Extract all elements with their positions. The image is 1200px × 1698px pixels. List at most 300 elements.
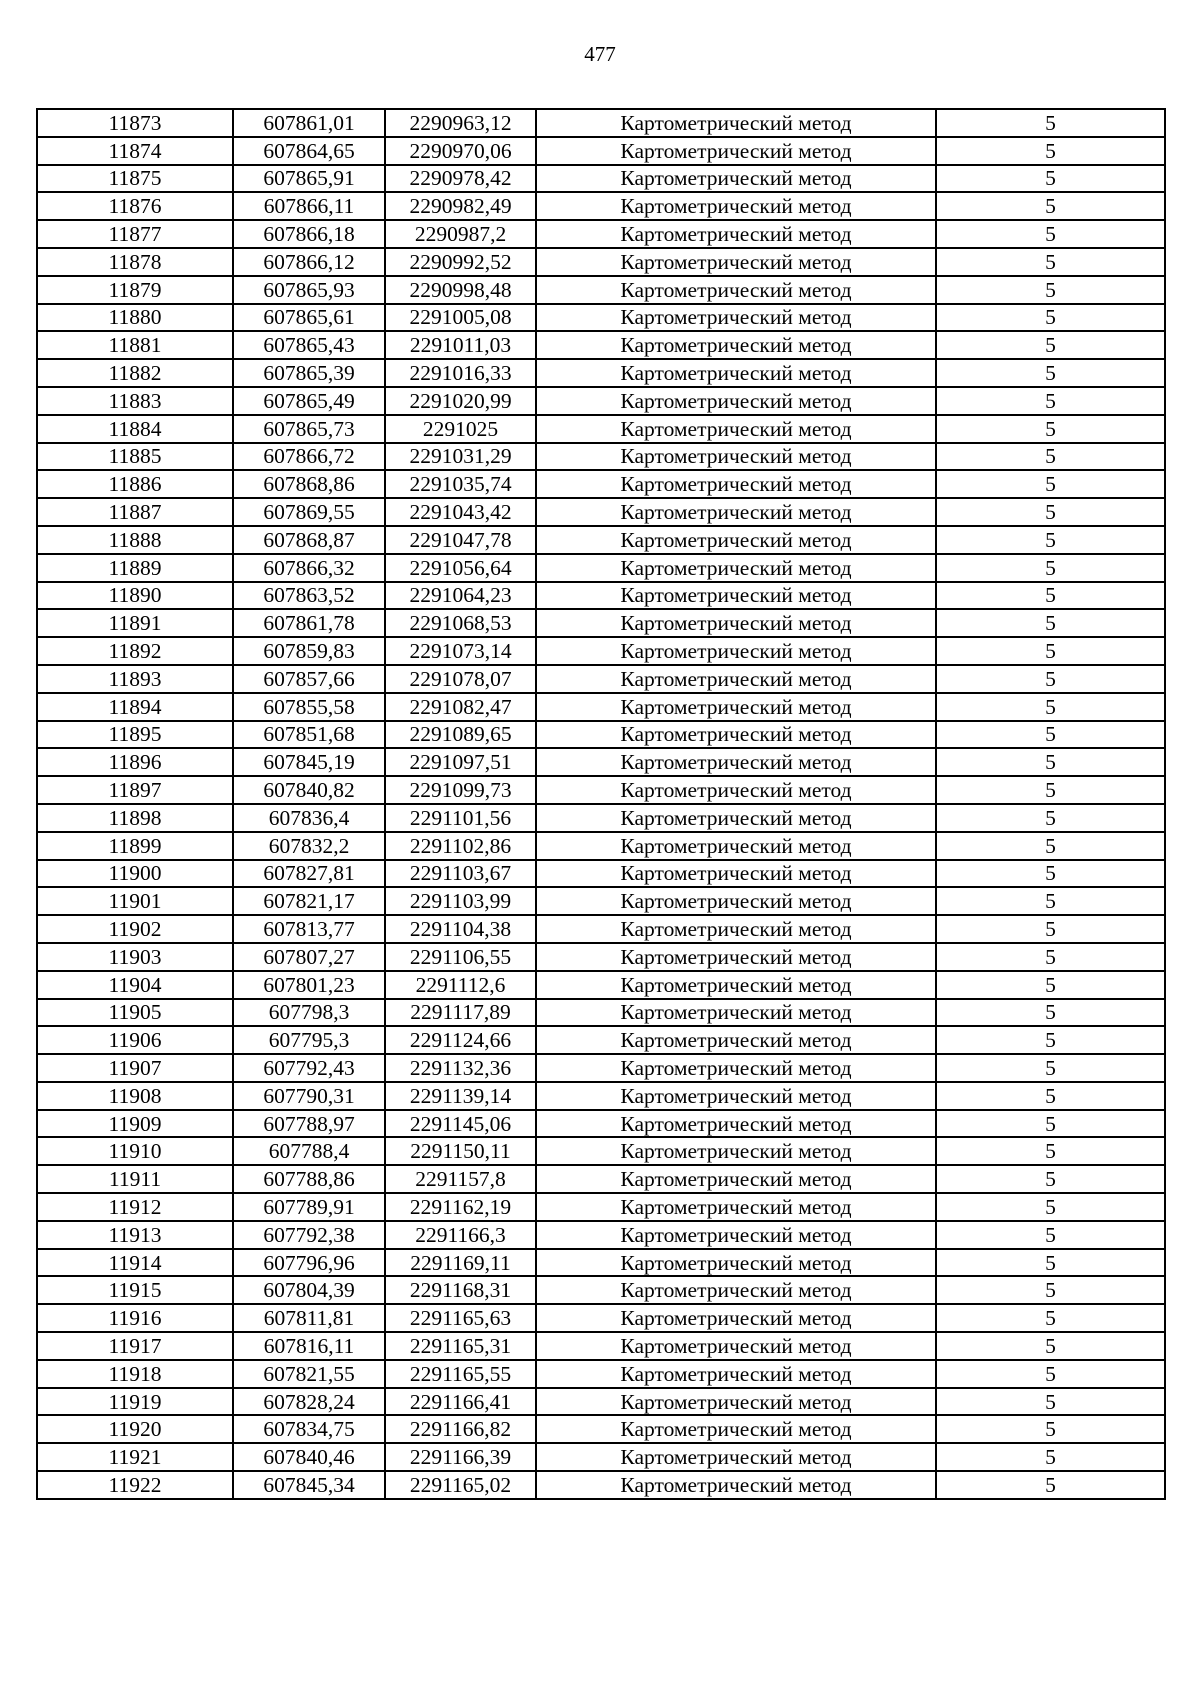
table-row [37, 387, 1165, 415]
x-coordinate-cell: 607828,24 [233, 1388, 385, 1416]
x-coordinate-cell: 607821,17 [233, 887, 385, 915]
table-row [37, 137, 1165, 165]
table-row [37, 331, 1165, 359]
point-number-cell: 11881 [37, 331, 233, 359]
table-row [37, 860, 1165, 888]
method-cell: Картометрический метод [536, 860, 936, 888]
method-cell: Картометрический метод [536, 443, 936, 471]
x-coordinate-cell: 607865,39 [233, 359, 385, 387]
point-number-cell: 11875 [37, 165, 233, 193]
method-cell: Картометрический метод [536, 387, 936, 415]
method-cell: Картометрический метод [536, 582, 936, 610]
x-coordinate-cell: 607866,18 [233, 220, 385, 248]
x-coordinate-cell: 607816,11 [233, 1332, 385, 1360]
y-coordinate-cell: 2291082,47 [385, 693, 536, 721]
method-cell: Картометрический метод [536, 1332, 936, 1360]
accuracy-cell: 5 [936, 721, 1165, 749]
accuracy-cell: 5 [936, 165, 1165, 193]
point-number-cell: 11906 [37, 1026, 233, 1054]
method-cell: Картометрический метод [536, 470, 936, 498]
point-number-cell: 11907 [37, 1054, 233, 1082]
accuracy-cell: 5 [936, 1332, 1165, 1360]
y-coordinate-cell: 2291031,29 [385, 443, 536, 471]
point-number-cell: 11918 [37, 1360, 233, 1388]
accuracy-cell: 5 [936, 443, 1165, 471]
x-coordinate-cell: 607851,68 [233, 721, 385, 749]
accuracy-cell: 5 [936, 192, 1165, 220]
accuracy-cell: 5 [936, 498, 1165, 526]
accuracy-cell: 5 [936, 693, 1165, 721]
accuracy-cell: 5 [936, 1137, 1165, 1165]
method-cell: Картометрический метод [536, 1388, 936, 1416]
point-number-cell: 11892 [37, 637, 233, 665]
accuracy-cell: 5 [936, 1054, 1165, 1082]
table-row [37, 1249, 1165, 1277]
accuracy-cell: 5 [936, 554, 1165, 582]
method-cell: Картометрический метод [536, 943, 936, 971]
x-coordinate-cell: 607859,83 [233, 637, 385, 665]
x-coordinate-cell: 607861,78 [233, 609, 385, 637]
table-row [37, 943, 1165, 971]
table-row [37, 1054, 1165, 1082]
y-coordinate-cell: 2291068,53 [385, 609, 536, 637]
table-row [37, 721, 1165, 749]
point-number-cell: 11909 [37, 1110, 233, 1138]
point-number-cell: 11874 [37, 137, 233, 165]
point-number-cell: 11894 [37, 693, 233, 721]
accuracy-cell: 5 [936, 1082, 1165, 1110]
point-number-cell: 11898 [37, 804, 233, 832]
method-cell: Картометрический метод [536, 1276, 936, 1304]
point-number-cell: 11904 [37, 971, 233, 999]
method-cell: Картометрический метод [536, 526, 936, 554]
point-number-cell: 11920 [37, 1415, 233, 1443]
y-coordinate-cell: 2291064,23 [385, 582, 536, 610]
y-coordinate-cell: 2291103,99 [385, 887, 536, 915]
table-row [37, 748, 1165, 776]
accuracy-cell: 5 [936, 582, 1165, 610]
x-coordinate-cell: 607832,2 [233, 832, 385, 860]
point-number-cell: 11880 [37, 304, 233, 332]
point-number-cell: 11884 [37, 415, 233, 443]
page-number: 477 [584, 42, 616, 66]
y-coordinate-cell: 2291016,33 [385, 359, 536, 387]
accuracy-cell: 5 [936, 637, 1165, 665]
point-number-cell: 11899 [37, 832, 233, 860]
y-coordinate-cell: 2290998,48 [385, 276, 536, 304]
method-cell: Картометрический метод [536, 804, 936, 832]
x-coordinate-cell: 607792,38 [233, 1221, 385, 1249]
y-coordinate-cell: 2290963,12 [385, 109, 536, 137]
x-coordinate-cell: 607840,46 [233, 1443, 385, 1471]
accuracy-cell: 5 [936, 1110, 1165, 1138]
point-number-cell: 11873 [37, 109, 233, 137]
y-coordinate-cell: 2291073,14 [385, 637, 536, 665]
method-cell: Картометрический метод [536, 915, 936, 943]
y-coordinate-cell: 2291145,06 [385, 1110, 536, 1138]
table-row [37, 832, 1165, 860]
y-coordinate-cell: 2291166,41 [385, 1388, 536, 1416]
accuracy-cell: 5 [936, 109, 1165, 137]
accuracy-cell: 5 [936, 999, 1165, 1027]
accuracy-cell: 5 [936, 860, 1165, 888]
x-coordinate-cell: 607827,81 [233, 860, 385, 888]
x-coordinate-cell: 607866,11 [233, 192, 385, 220]
x-coordinate-cell: 607868,87 [233, 526, 385, 554]
table-row [37, 554, 1165, 582]
point-number-cell: 11921 [37, 1443, 233, 1471]
accuracy-cell: 5 [936, 276, 1165, 304]
accuracy-cell: 5 [936, 331, 1165, 359]
method-cell: Картометрический метод [536, 1415, 936, 1443]
table-row [37, 109, 1165, 137]
table-row [37, 1360, 1165, 1388]
table-row [37, 1137, 1165, 1165]
method-cell: Картометрический метод [536, 1137, 936, 1165]
method-cell: Картометрический метод [536, 776, 936, 804]
y-coordinate-cell: 2291078,07 [385, 665, 536, 693]
accuracy-cell: 5 [936, 748, 1165, 776]
table-row [37, 359, 1165, 387]
method-cell: Картометрический метод [536, 248, 936, 276]
point-number-cell: 11877 [37, 220, 233, 248]
accuracy-cell: 5 [936, 804, 1165, 832]
accuracy-cell: 5 [936, 526, 1165, 554]
y-coordinate-cell: 2291020,99 [385, 387, 536, 415]
method-cell: Картометрический метод [536, 331, 936, 359]
method-cell: Картометрический метод [536, 498, 936, 526]
x-coordinate-cell: 607845,34 [233, 1471, 385, 1499]
method-cell: Картометрический метод [536, 1221, 936, 1249]
x-coordinate-cell: 607863,52 [233, 582, 385, 610]
coordinates-table-body [37, 109, 1165, 1499]
y-coordinate-cell: 2291106,55 [385, 943, 536, 971]
method-cell: Картометрический метод [536, 1471, 936, 1499]
accuracy-cell: 5 [936, 415, 1165, 443]
table-row [37, 526, 1165, 554]
method-cell: Картометрический метод [536, 304, 936, 332]
x-coordinate-cell: 607801,23 [233, 971, 385, 999]
y-coordinate-cell: 2291103,67 [385, 860, 536, 888]
point-number-cell: 11885 [37, 443, 233, 471]
y-coordinate-cell: 2291165,31 [385, 1332, 536, 1360]
y-coordinate-cell: 2291099,73 [385, 776, 536, 804]
table-row [37, 971, 1165, 999]
table-row [37, 220, 1165, 248]
x-coordinate-cell: 607795,3 [233, 1026, 385, 1054]
x-coordinate-cell: 607789,91 [233, 1193, 385, 1221]
point-number-cell: 11919 [37, 1388, 233, 1416]
table-row [37, 1443, 1165, 1471]
accuracy-cell: 5 [936, 1304, 1165, 1332]
accuracy-cell: 5 [936, 1249, 1165, 1277]
y-coordinate-cell: 2291165,63 [385, 1304, 536, 1332]
y-coordinate-cell: 2291169,11 [385, 1249, 536, 1277]
point-number-cell: 11883 [37, 387, 233, 415]
table-row [37, 415, 1165, 443]
point-number-cell: 11896 [37, 748, 233, 776]
table-row [37, 999, 1165, 1027]
table-row [37, 1415, 1165, 1443]
accuracy-cell: 5 [936, 971, 1165, 999]
accuracy-cell: 5 [936, 1193, 1165, 1221]
x-coordinate-cell: 607788,97 [233, 1110, 385, 1138]
y-coordinate-cell: 2291097,51 [385, 748, 536, 776]
x-coordinate-cell: 607866,12 [233, 248, 385, 276]
table-row [37, 1471, 1165, 1499]
x-coordinate-cell: 607868,86 [233, 470, 385, 498]
point-number-cell: 11902 [37, 915, 233, 943]
x-coordinate-cell: 607865,73 [233, 415, 385, 443]
table-row [37, 1165, 1165, 1193]
x-coordinate-cell: 607792,43 [233, 1054, 385, 1082]
y-coordinate-cell: 2291112,6 [385, 971, 536, 999]
point-number-cell: 11911 [37, 1165, 233, 1193]
table-row [37, 165, 1165, 193]
point-number-cell: 11901 [37, 887, 233, 915]
method-cell: Картометрический метод [536, 1082, 936, 1110]
y-coordinate-cell: 2291025 [385, 415, 536, 443]
accuracy-cell: 5 [936, 1443, 1165, 1471]
x-coordinate-cell: 607865,61 [233, 304, 385, 332]
table-row [37, 1276, 1165, 1304]
accuracy-cell: 5 [936, 304, 1165, 332]
method-cell: Картометрический метод [536, 999, 936, 1027]
accuracy-cell: 5 [936, 470, 1165, 498]
x-coordinate-cell: 607796,96 [233, 1249, 385, 1277]
point-number-cell: 11897 [37, 776, 233, 804]
table-row [37, 1110, 1165, 1138]
coordinates-table [36, 108, 1166, 1500]
table-row [37, 693, 1165, 721]
x-coordinate-cell: 607788,86 [233, 1165, 385, 1193]
accuracy-cell: 5 [936, 887, 1165, 915]
accuracy-cell: 5 [936, 832, 1165, 860]
y-coordinate-cell: 2291035,74 [385, 470, 536, 498]
x-coordinate-cell: 607865,93 [233, 276, 385, 304]
accuracy-cell: 5 [936, 1026, 1165, 1054]
y-coordinate-cell: 2291043,42 [385, 498, 536, 526]
point-number-cell: 11903 [37, 943, 233, 971]
table-row [37, 470, 1165, 498]
point-number-cell: 11905 [37, 999, 233, 1027]
point-number-cell: 11922 [37, 1471, 233, 1499]
x-coordinate-cell: 607865,43 [233, 331, 385, 359]
table-row [37, 304, 1165, 332]
point-number-cell: 11888 [37, 526, 233, 554]
method-cell: Картометрический метод [536, 637, 936, 665]
accuracy-cell: 5 [936, 1360, 1165, 1388]
y-coordinate-cell: 2291132,36 [385, 1054, 536, 1082]
y-coordinate-cell: 2291168,31 [385, 1276, 536, 1304]
accuracy-cell: 5 [936, 943, 1165, 971]
y-coordinate-cell: 2291166,82 [385, 1415, 536, 1443]
point-number-cell: 11893 [37, 665, 233, 693]
point-number-cell: 11891 [37, 609, 233, 637]
x-coordinate-cell: 607865,49 [233, 387, 385, 415]
method-cell: Картометрический метод [536, 220, 936, 248]
table-row [37, 1388, 1165, 1416]
accuracy-cell: 5 [936, 248, 1165, 276]
x-coordinate-cell: 607866,32 [233, 554, 385, 582]
method-cell: Картометрический метод [536, 665, 936, 693]
y-coordinate-cell: 2291011,03 [385, 331, 536, 359]
table-row [37, 582, 1165, 610]
accuracy-cell: 5 [936, 1276, 1165, 1304]
x-coordinate-cell: 607857,66 [233, 665, 385, 693]
table-row [37, 443, 1165, 471]
table-row [37, 276, 1165, 304]
method-cell: Картометрический метод [536, 832, 936, 860]
x-coordinate-cell: 607811,81 [233, 1304, 385, 1332]
x-coordinate-cell: 607804,39 [233, 1276, 385, 1304]
x-coordinate-cell: 607861,01 [233, 109, 385, 137]
accuracy-cell: 5 [936, 1221, 1165, 1249]
method-cell: Картометрический метод [536, 971, 936, 999]
y-coordinate-cell: 2290982,49 [385, 192, 536, 220]
x-coordinate-cell: 607798,3 [233, 999, 385, 1027]
method-cell: Картометрический метод [536, 1165, 936, 1193]
point-number-cell: 11889 [37, 554, 233, 582]
x-coordinate-cell: 607790,31 [233, 1082, 385, 1110]
x-coordinate-cell: 607864,65 [233, 137, 385, 165]
point-number-cell: 11917 [37, 1332, 233, 1360]
x-coordinate-cell: 607840,82 [233, 776, 385, 804]
point-number-cell: 11886 [37, 470, 233, 498]
point-number-cell: 11900 [37, 860, 233, 888]
point-number-cell: 11895 [37, 721, 233, 749]
method-cell: Картометрический метод [536, 1249, 936, 1277]
accuracy-cell: 5 [936, 665, 1165, 693]
method-cell: Картометрический метод [536, 137, 936, 165]
y-coordinate-cell: 2291101,56 [385, 804, 536, 832]
accuracy-cell: 5 [936, 387, 1165, 415]
y-coordinate-cell: 2290978,42 [385, 165, 536, 193]
x-coordinate-cell: 607821,55 [233, 1360, 385, 1388]
point-number-cell: 11914 [37, 1249, 233, 1277]
y-coordinate-cell: 2291005,08 [385, 304, 536, 332]
method-cell: Картометрический метод [536, 1026, 936, 1054]
y-coordinate-cell: 2291124,66 [385, 1026, 536, 1054]
accuracy-cell: 5 [936, 1165, 1165, 1193]
point-number-cell: 11878 [37, 248, 233, 276]
method-cell: Картометрический метод [536, 609, 936, 637]
method-cell: Картометрический метод [536, 887, 936, 915]
accuracy-cell: 5 [936, 220, 1165, 248]
accuracy-cell: 5 [936, 1471, 1165, 1499]
method-cell: Картометрический метод [536, 721, 936, 749]
table-row [37, 1304, 1165, 1332]
table-row [37, 1026, 1165, 1054]
y-coordinate-cell: 2290987,2 [385, 220, 536, 248]
method-cell: Картометрический метод [536, 1304, 936, 1332]
accuracy-cell: 5 [936, 1388, 1165, 1416]
y-coordinate-cell: 2291166,3 [385, 1221, 536, 1249]
x-coordinate-cell: 607866,72 [233, 443, 385, 471]
accuracy-cell: 5 [936, 915, 1165, 943]
x-coordinate-cell: 607834,75 [233, 1415, 385, 1443]
table-row [37, 637, 1165, 665]
table-row [37, 1193, 1165, 1221]
table-row [37, 498, 1165, 526]
point-number-cell: 11882 [37, 359, 233, 387]
point-number-cell: 11879 [37, 276, 233, 304]
y-coordinate-cell: 2291104,38 [385, 915, 536, 943]
point-number-cell: 11876 [37, 192, 233, 220]
method-cell: Картометрический метод [536, 109, 936, 137]
accuracy-cell: 5 [936, 609, 1165, 637]
table-row [37, 1221, 1165, 1249]
y-coordinate-cell: 2291165,02 [385, 1471, 536, 1499]
method-cell: Картометрический метод [536, 276, 936, 304]
accuracy-cell: 5 [936, 359, 1165, 387]
method-cell: Картометрический метод [536, 693, 936, 721]
point-number-cell: 11912 [37, 1193, 233, 1221]
point-number-cell: 11913 [37, 1221, 233, 1249]
x-coordinate-cell: 607813,77 [233, 915, 385, 943]
y-coordinate-cell: 2291150,11 [385, 1137, 536, 1165]
point-number-cell: 11890 [37, 582, 233, 610]
method-cell: Картометрический метод [536, 415, 936, 443]
x-coordinate-cell: 607788,4 [233, 1137, 385, 1165]
y-coordinate-cell: 2290992,52 [385, 248, 536, 276]
method-cell: Картометрический метод [536, 1110, 936, 1138]
y-coordinate-cell: 2291166,39 [385, 1443, 536, 1471]
x-coordinate-cell: 607836,4 [233, 804, 385, 832]
y-coordinate-cell: 2290970,06 [385, 137, 536, 165]
method-cell: Картометрический метод [536, 748, 936, 776]
table-row [37, 1082, 1165, 1110]
y-coordinate-cell: 2291157,8 [385, 1165, 536, 1193]
x-coordinate-cell: 607807,27 [233, 943, 385, 971]
method-cell: Картометрический метод [536, 359, 936, 387]
y-coordinate-cell: 2291162,19 [385, 1193, 536, 1221]
method-cell: Картометрический метод [536, 1443, 936, 1471]
x-coordinate-cell: 607845,19 [233, 748, 385, 776]
method-cell: Картометрический метод [536, 554, 936, 582]
table-row [37, 192, 1165, 220]
table-row [37, 1332, 1165, 1360]
y-coordinate-cell: 2291102,86 [385, 832, 536, 860]
table-row [37, 665, 1165, 693]
accuracy-cell: 5 [936, 1415, 1165, 1443]
table-row [37, 776, 1165, 804]
method-cell: Картометрический метод [536, 1054, 936, 1082]
y-coordinate-cell: 2291139,14 [385, 1082, 536, 1110]
method-cell: Картометрический метод [536, 1360, 936, 1388]
y-coordinate-cell: 2291165,55 [385, 1360, 536, 1388]
point-number-cell: 11916 [37, 1304, 233, 1332]
method-cell: Картометрический метод [536, 1193, 936, 1221]
method-cell: Картометрический метод [536, 165, 936, 193]
table-row [37, 887, 1165, 915]
point-number-cell: 11908 [37, 1082, 233, 1110]
table-row [37, 248, 1165, 276]
y-coordinate-cell: 2291117,89 [385, 999, 536, 1027]
point-number-cell: 11887 [37, 498, 233, 526]
table-row [37, 804, 1165, 832]
table-row [37, 915, 1165, 943]
y-coordinate-cell: 2291056,64 [385, 554, 536, 582]
accuracy-cell: 5 [936, 137, 1165, 165]
table-row [37, 609, 1165, 637]
point-number-cell: 11910 [37, 1137, 233, 1165]
x-coordinate-cell: 607855,58 [233, 693, 385, 721]
y-coordinate-cell: 2291089,65 [385, 721, 536, 749]
x-coordinate-cell: 607865,91 [233, 165, 385, 193]
method-cell: Картометрический метод [536, 192, 936, 220]
accuracy-cell: 5 [936, 776, 1165, 804]
